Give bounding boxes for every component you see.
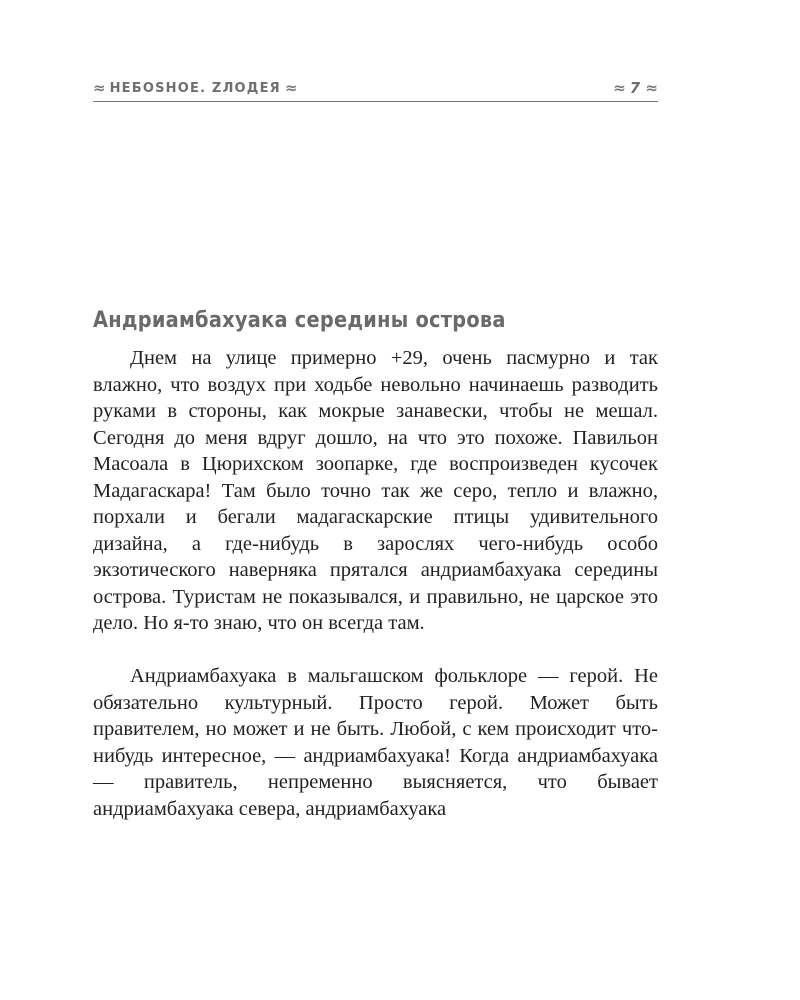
header-divider [93, 101, 658, 102]
paragraph: Андриамбахуака в мальгашском фольклоре — герой. Не обязательно культурный. Просто герой. Может быть правителем, но может и не быть. Любой, с кем происходит что-нибудь интересное, — андриамбахуака! Когда андриамбахуака — правитель, непременно выясняется, что бывает андриамбахуака севера, андриамбахуака [93, 665, 658, 820]
running-header [93, 78, 658, 98]
page-number: 7 [629, 79, 642, 97]
book-page [93, 0, 658, 1000]
wave-ornament-icon: ≈ [645, 79, 658, 97]
body-text [93, 345, 658, 822]
section-heading: Андриамбахуака середины острова [93, 307, 506, 333]
book-title: НЕБОSНОЕ. ZЛОДЕЯ [109, 80, 281, 96]
wave-ornament-icon: ≈ [613, 79, 626, 97]
running-title [93, 79, 297, 97]
paragraph: Днем на улице примерно +29, очень пасмурно и так влажно, что воздух при ходьбе невольно начинаешь разводить руками в стороны, как мокрые занавески, чтобы не мешал. Сегодня до меня вдруг дошло, на что это похоже. Павильон Масоала в Цюрихском зоопарке, где воспроизведен кусочек Мадагаскара! Там было точно так же серо, тепло и влажно, порхали и бегали мадагаскарские птицы удивительного дизайна, а где-нибудь в зарослях чего-нибудь особо экзотического наверняка прятался андриамбахуака середины острова. Туристам не показывался, и правильно, не царское это дело. Но я-то знаю, что он всегда там. [93, 347, 658, 634]
wave-ornament-icon: ≈ [284, 79, 298, 97]
page-number-block [613, 79, 658, 97]
wave-ornament-icon: ≈ [93, 79, 106, 97]
